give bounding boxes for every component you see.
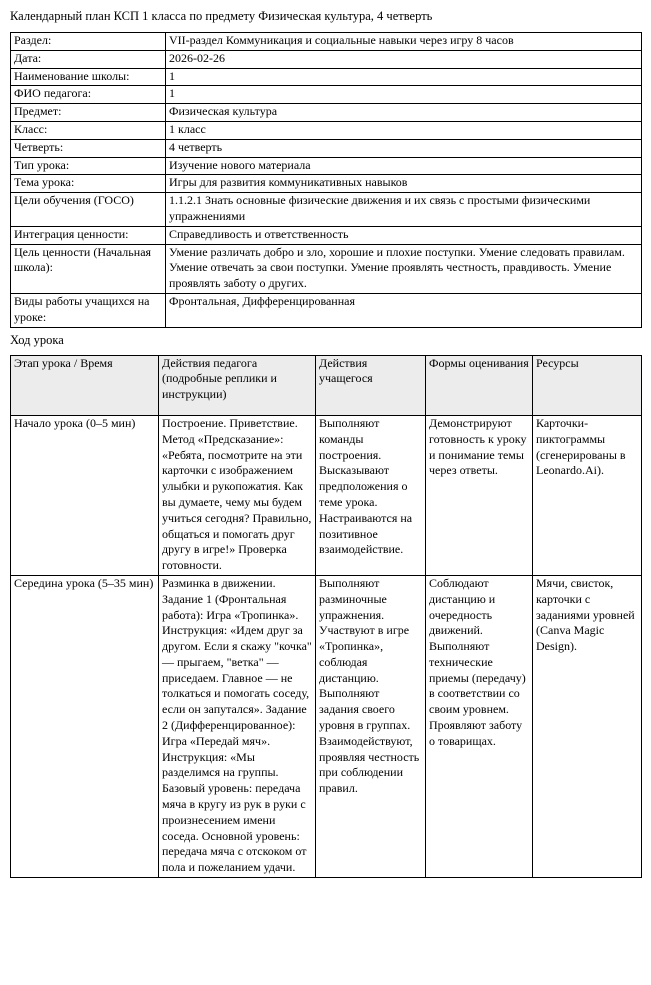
info-row-label: Класс: — [11, 121, 166, 139]
info-row-value: Умение различать добро и зло, хорошие и плохие поступки. Умение следовать правилам. Умение отвечать за свои поступки. Умение проявлять честность, правдивость. Умение проявлять заботу о других. — [166, 244, 642, 293]
lesson-cell-student: Выполняют разминочные упражнения. Участвуют в игре «Тропинка», соблюдая дистанцию. Выполняют задания своего уровня в группах. Взаимодействуют, проявляя честность при соблюдении правил. — [316, 575, 426, 877]
info-row-label: Цели обучения (ГОСО) — [11, 193, 166, 227]
info-row-value: 4 четверть — [166, 139, 642, 157]
lesson-cell-student: Выполняют команды построения. Высказывают предположения о теме урока. Настраиваются на позитивное взаимодействие. — [316, 415, 426, 575]
lesson-stage-row — [11, 575, 642, 877]
info-row — [11, 244, 642, 293]
info-row-value: 1 класс — [166, 121, 642, 139]
lesson-cell-teacher: Разминка в движении. Задание 1 (Фронтальная работа): Игра «Тропинка». Инструкция: «Идем друг за другом. Если я скажу "кочка" — прыгаем, "ветка" — приседаем. Главное — не толкаться и помогать соседу, если он запутался». Задание 2 (Дифференцированное): Игра «Передай мяч». Инструкция: «Мы разделимся на группы. Базовый уровень: передача мяча в кругу из рук в руки с произнесением имени соседа. Основной уровень: передача мяча с отскоком от пола и пожеланием удачи. — [159, 575, 316, 877]
info-row — [11, 139, 642, 157]
info-row-label: Четверть: — [11, 139, 166, 157]
info-row-label: Виды работы учащихся на уроке: — [11, 293, 166, 327]
lesson-cell-stage: Середина урока (5–35 мин) — [11, 575, 159, 877]
lesson-info-table — [10, 32, 642, 328]
info-table-body — [11, 33, 642, 328]
info-row-value: Фронтальная, Дифференцированная — [166, 293, 642, 327]
lesson-stage-row — [11, 415, 642, 575]
info-row-label: Цель ценности (Начальная школа): — [11, 244, 166, 293]
lesson-flow-heading: Ход урока — [10, 332, 64, 347]
lesson-cell-stage: Начало урока (0–5 мин) — [11, 415, 159, 575]
lesson-column-header: Действия учащегося — [316, 355, 426, 415]
info-row-value: 1 — [166, 68, 642, 86]
info-row-label: Тип урока: — [11, 157, 166, 175]
info-row-label: Интеграция ценности: — [11, 226, 166, 244]
lesson-cell-resources: Мячи, свисток, карточки с заданиями уровней (Canva Magic Design). — [533, 575, 642, 877]
info-row-value: Изучение нового материала — [166, 157, 642, 175]
lesson-cell-teacher: Построение. Приветствие. Метод «Предсказание»: «Ребята, посмотрите на эти карточки с изображением улыбки и рукопожатия. Как вы думаете, чему мы будем учиться сегодня? Правильно, общаться и помогать друг другу в игре!» Проверка готовности. — [159, 415, 316, 575]
lesson-column-header: Ресурсы — [533, 355, 642, 415]
info-row — [11, 157, 642, 175]
lesson-cell-assessment: Демонстрируют готовность к уроку и понимание темы через ответы. — [426, 415, 533, 575]
info-row — [11, 121, 642, 139]
lesson-cell-assessment: Соблюдают дистанцию и очередность движений. Выполняют технические приемы (передачу) в соответствии со своим уровнем. Проявляют заботу о товарищах. — [426, 575, 533, 877]
lesson-table-body — [11, 415, 642, 877]
lesson-cell-resources: Карточки-пиктограммы (сгенерированы в Leonardo.Ai). — [533, 415, 642, 575]
info-row — [11, 226, 642, 244]
info-row — [11, 193, 642, 227]
info-row-label: Предмет: — [11, 104, 166, 122]
info-row — [11, 33, 642, 51]
info-row-label: Дата: — [11, 50, 166, 68]
page-title: Календарный план КСП 1 класса по предмету Физическая культура, 4 четверть — [10, 9, 433, 23]
info-row-value: Физическая культура — [166, 104, 642, 122]
info-row-value: 2026-02-26 — [166, 50, 642, 68]
info-row — [11, 104, 642, 122]
info-row-label: Тема урока: — [11, 175, 166, 193]
lesson-table-header-row — [11, 355, 642, 415]
lesson-flow-table — [10, 355, 642, 879]
info-row-label: Наименование школы: — [11, 68, 166, 86]
info-row-value: 1 — [166, 86, 642, 104]
info-row — [11, 86, 642, 104]
info-row-label: ФИО педагога: — [11, 86, 166, 104]
lesson-column-header: Этап урока / Время — [11, 355, 159, 415]
info-row — [11, 50, 642, 68]
info-row-value: Справедливость и ответственность — [166, 226, 642, 244]
info-row — [11, 68, 642, 86]
info-row — [11, 293, 642, 327]
info-row-value: VII-раздел Коммуникация и социальные навыки через игру 8 часов — [166, 33, 642, 51]
info-row-value: Игры для развития коммуникативных навыков — [166, 175, 642, 193]
lesson-column-header: Формы оценивания — [426, 355, 533, 415]
lesson-column-header: Действия педагога (подробные реплики и инструкции) — [159, 355, 316, 415]
info-row-value: 1.1.2.1 Знать основные физические движения и их связь с простыми физическими упражнениями — [166, 193, 642, 227]
info-row — [11, 175, 642, 193]
info-row-label: Раздел: — [11, 33, 166, 51]
